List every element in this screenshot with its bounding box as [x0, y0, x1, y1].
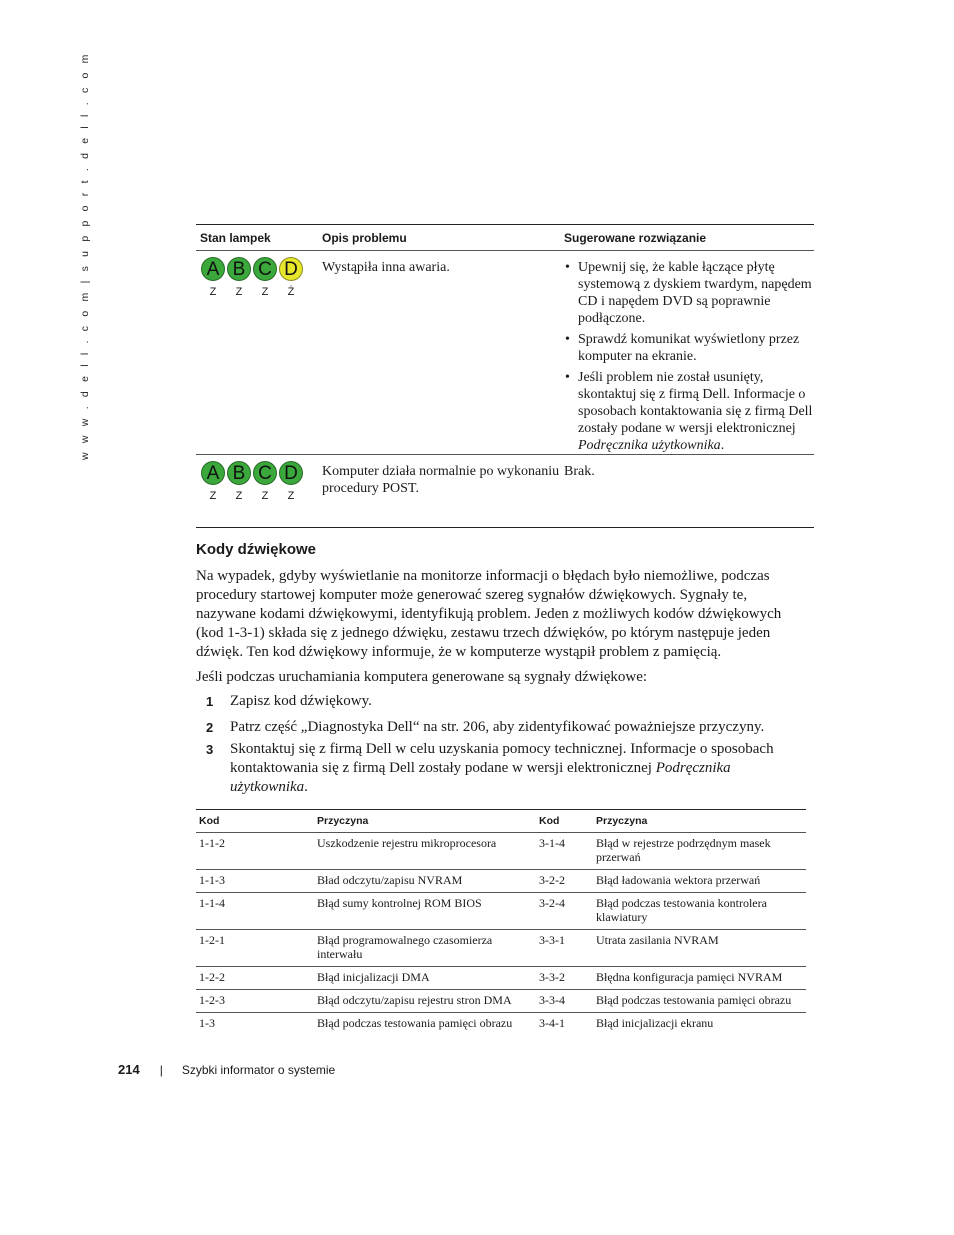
light-states — [200, 284, 318, 301]
light-state: Z — [261, 286, 269, 298]
code-cell: 1-2-1 — [199, 933, 225, 947]
table-row — [196, 455, 814, 528]
step-number: 3 — [206, 742, 214, 757]
solution-cell — [560, 251, 814, 454]
light-state: Z — [209, 286, 217, 298]
cause-cell: Błąd inicjalizacji ekranu — [596, 1016, 714, 1030]
solution-item: • Sprawdź komunikat wyświetlony przez komputer na ekranie. — [578, 331, 814, 365]
diagnostic-lights — [201, 257, 318, 281]
light-state: Z — [261, 490, 269, 502]
table-row — [196, 930, 806, 967]
light-state: Z — [287, 490, 295, 502]
code-cell: 3-3-4 — [539, 993, 565, 1007]
cause-cell: Błąd podczas testowania pamięci obrazu — [317, 1016, 513, 1030]
code-cell: 1-2-3 — [199, 993, 225, 1007]
cause-cell: Błędna konfiguracja pamięci NVRAM — [596, 970, 783, 984]
cause-cell: Utrata zasilania NVRAM — [596, 933, 719, 947]
code-cell: 1-1-4 — [199, 896, 225, 910]
light-state: Z — [235, 286, 243, 298]
step-item — [206, 718, 796, 737]
table-row — [196, 251, 814, 455]
table-header — [196, 224, 814, 251]
code-cell: 3-3-2 — [539, 970, 565, 984]
table-row — [196, 893, 806, 930]
solution-item — [578, 369, 814, 454]
header-code: Kod — [539, 815, 560, 827]
header-problem: Opis problemu — [322, 230, 407, 245]
step-text: Skontaktuj się z firmą Dell w celu uzyskania pomocy technicznej. Informacje o sposobach kontaktowania się z firmą Dell zostały podane w wersji elektronicznej — [230, 741, 774, 776]
footer-separator: | — [159, 1062, 163, 1077]
code-cell: 3-3-1 — [539, 933, 565, 947]
code-cell: 1-1-2 — [199, 836, 225, 850]
code-cell: 3-2-2 — [539, 873, 565, 887]
solution-item: • Upewnij się, że kable łączące płytę systemową z dyskiem twardym, napędem CD i napędem DVD są poprawnie podłączone. — [578, 259, 814, 327]
manual-title: Podręcznika użytkownika — [230, 760, 731, 795]
table-row — [196, 1013, 806, 1035]
solution-list — [564, 259, 814, 454]
solution-cell: Brak. — [564, 464, 595, 479]
cause-cell: Błąd w rejestrze podrzędnym masek przerwań — [596, 836, 771, 864]
step-text-block — [230, 740, 796, 797]
cause-cell: Błąd sumy kontrolnej ROM BIOS — [317, 896, 482, 910]
beep-rows — [196, 833, 806, 1035]
light-state: Ż — [287, 286, 295, 298]
step-text: Patrz część „Diagnostyka Dell“ na str. 206, aby zidentyfikować poważniejsze przyczyny. — [230, 719, 765, 735]
table-row — [196, 833, 806, 870]
light-a-icon: A — [201, 257, 225, 281]
code-cell: 1-1-3 — [199, 873, 225, 887]
header-cause: Przyczyna — [596, 815, 648, 827]
light-c-icon: C — [253, 461, 277, 485]
table-row — [196, 990, 806, 1013]
step-item — [206, 692, 796, 711]
light-state: Z — [209, 490, 217, 502]
code-cell: 3-4-1 — [539, 1016, 565, 1030]
lights-cell — [196, 251, 318, 454]
cause-cell: Błąd podczas testowania pamięci obrazu — [596, 993, 792, 1007]
light-states — [200, 488, 318, 505]
step-item — [206, 740, 796, 797]
code-cell: 3-2-4 — [539, 896, 565, 910]
header-code: Kod — [199, 815, 220, 827]
steps-intro: Jeśli podczas uruchamiania komputera generowane są sygnały dźwiękowe: — [196, 669, 648, 685]
footer-title: Szybki informator o systemie — [181, 1062, 336, 1077]
header-solution: Sugerowane rozwiązanie — [564, 230, 707, 245]
step-end: . — [304, 779, 308, 795]
cause-cell: Błąd ładowania wektora przerwań — [596, 873, 761, 887]
beep-codes-table — [196, 809, 806, 1035]
code-cell: 1-3 — [199, 1016, 215, 1030]
cause-cell: Błąd programowalnego czasomierza interwału — [317, 933, 493, 961]
side-url-text: w w w . d e l l . c o m | s u p p o r t . d e l l . c o m — [79, 51, 91, 460]
code-cell: 3-1-4 — [539, 836, 565, 850]
light-d-icon: D — [279, 461, 303, 485]
cause-cell: Błąd odczytu/zapisu rejestru stron DMA — [317, 993, 512, 1007]
step-text: Zapisz kod dźwiękowy. — [230, 693, 372, 709]
section-title: Kody dźwiękowe — [196, 541, 317, 558]
cause-cell: Uszkodzenie rejestru mikroprocesora — [317, 836, 497, 850]
diagnostic-lights-table — [196, 224, 814, 528]
solution-end: . — [720, 438, 725, 453]
problem-cell: Wystąpiła inna awaria. — [322, 260, 450, 275]
light-d-icon: D — [279, 257, 303, 281]
step-number: 2 — [206, 720, 214, 735]
solution-text: Jeśli problem nie został usunięty, skontaktuj się z firmą Dell. Informacje o sposobach kontaktowania się z firmą Dell zostały podane w wersji elektronicznej — [578, 370, 813, 436]
light-c-icon: C — [253, 257, 277, 281]
diagnostic-lights — [201, 461, 318, 485]
code-cell: 1-2-2 — [199, 970, 225, 984]
page-footer — [118, 1062, 335, 1077]
light-b-icon: B — [227, 257, 251, 281]
light-b-icon: B — [227, 461, 251, 485]
light-a-icon: A — [201, 461, 225, 485]
cause-cell: Bład odczytu/zapisu NVRAM — [317, 873, 463, 887]
header-cause: Przyczyna — [317, 815, 369, 827]
table-header — [196, 810, 806, 833]
intro-paragraph: Na wypadek, gdyby wyświetlanie na monitorze informacji o błędach było niemożliwe, podczas procedury startowej komputer może generować szereg sygnałów dźwiękowych. Sygnały te, nazywane kodami dźwiękowymi, identyfikują problem. Jeden z możliwych kodów dźwiękowych (kod 1-3-1) składa się z jednego dźwięku, zestawu trzech dźwięków, po którym następuje jeden dźwięk. Ten kod dźwiękowy informuje, że w komputerze wystąpił problem z pamięcią. — [196, 568, 782, 660]
table-row — [196, 967, 806, 990]
page-number: 214 — [118, 1062, 140, 1077]
table-row — [196, 870, 806, 893]
manual-title: Podręcznika użytkownika — [578, 438, 721, 453]
lights-cell — [196, 455, 318, 527]
header-lights-state: Stan lampek — [200, 230, 271, 245]
light-state: Z — [235, 490, 243, 502]
problem-cell: Komputer działa normalnie po wykonaniu procedury POST. — [322, 464, 560, 496]
cause-cell: Błąd inicjalizacji DMA — [317, 970, 430, 984]
cause-cell: Błąd podczas testowania kontrolera klawiatury — [596, 896, 767, 924]
step-number: 1 — [206, 694, 214, 709]
